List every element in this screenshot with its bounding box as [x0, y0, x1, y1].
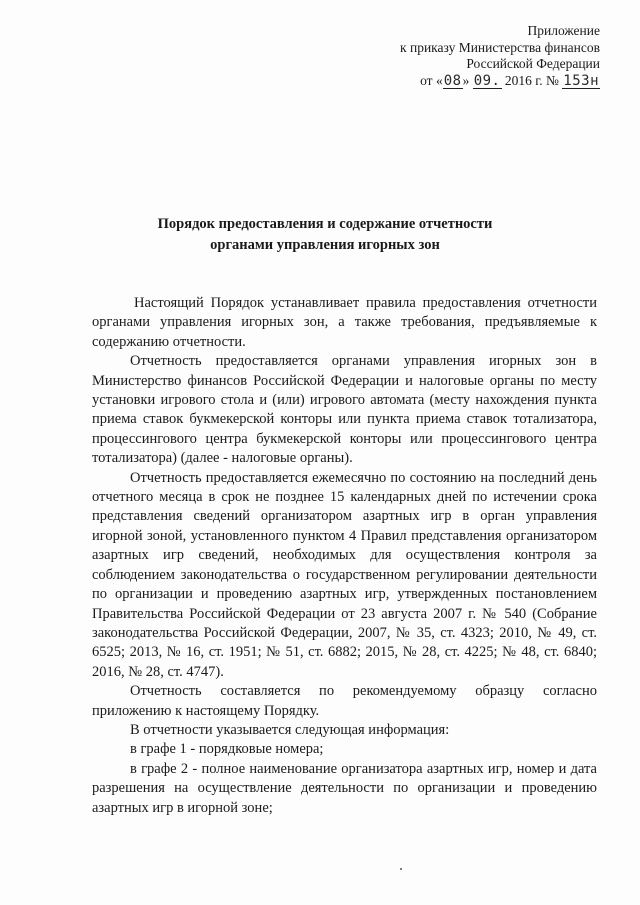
paragraph: Отчетность составляется по рекомендуемому образцу согласно приложению к настоящему Порядку. [92, 683, 597, 719]
document-title [90, 214, 560, 256]
ministry-name: Российской Федерации [466, 56, 600, 71]
scan-speck [400, 868, 402, 870]
document-body [92, 294, 597, 818]
order-month: 09. [473, 72, 501, 89]
appendix-label: Приложение [527, 23, 600, 38]
paragraph: Отчетность предоставляется ежемесячно по состоянию на последний день отчетного месяца в срок не позднее 15 календарных дней по истечении срока представления сведений организатором азартных игр в орган управления игорной зоной, установленного пунктом 4 Правил представления организатором азартных игр сведений, необходимых для осуществления контроля за соблюдением законодательства о государственном регулировании деятельности по организации и проведению азартных игр, утвержденных постановлением Правительства Российской Федерации от 23 августа 2007 г. № 540 (Собрание законодательства Российской Федерации, 2007, № 35, ст. 4323; 2010, № 49, ст. 6525; 2013, № 16, ст. 1951; № 51, ст. 6882; 2015, № 28, ст. 4225; № 48, ст. 6840; 2016, № 28, ст. 4747). [92, 469, 597, 680]
title-line-2: органами управления игорных зон [210, 237, 440, 253]
order-reference: к приказу Министерства финансов [400, 39, 600, 55]
order-number: 153н [563, 72, 599, 89]
date-close-quote: » [462, 72, 470, 88]
order-day: 08 [443, 72, 462, 89]
list-intro: В отчетности указывается следующая информация: [130, 721, 450, 738]
order-date-line [400, 73, 600, 90]
title-line-1: Порядок предоставления и содержание отчетности [157, 216, 493, 232]
order-year: 2016 г. № [504, 72, 559, 88]
list-item: в графе 1 - порядковые номера; [130, 741, 324, 758]
date-prefix: от « [420, 72, 443, 88]
paragraph: Настоящий Порядок устанавливает правила предоставления отчетности органами управления игорных зон, а также требования, предъявляемые к содержанию отчетности. [92, 295, 597, 350]
appendix-header [400, 23, 600, 89]
list-item: в графе 2 - полное наименование организатора азартных игр, номер и дата разрешения на осуществление деятельности по организации и проведению азартных игр в игорной зоне; [92, 760, 597, 816]
paragraph: Отчетность предоставляется органами управления игорных зон в Министерство финансов Российской Федерации и налоговые органы по месту установки игрового стола и (или) игрового автомата (месту нахождения пункта приема ставок букмекерской конторы или пункта приема ставок тотализатора, процессингового центра букмекерской конторы или процессингового центра тотализатора) (далее - налоговые органы). [92, 353, 597, 467]
